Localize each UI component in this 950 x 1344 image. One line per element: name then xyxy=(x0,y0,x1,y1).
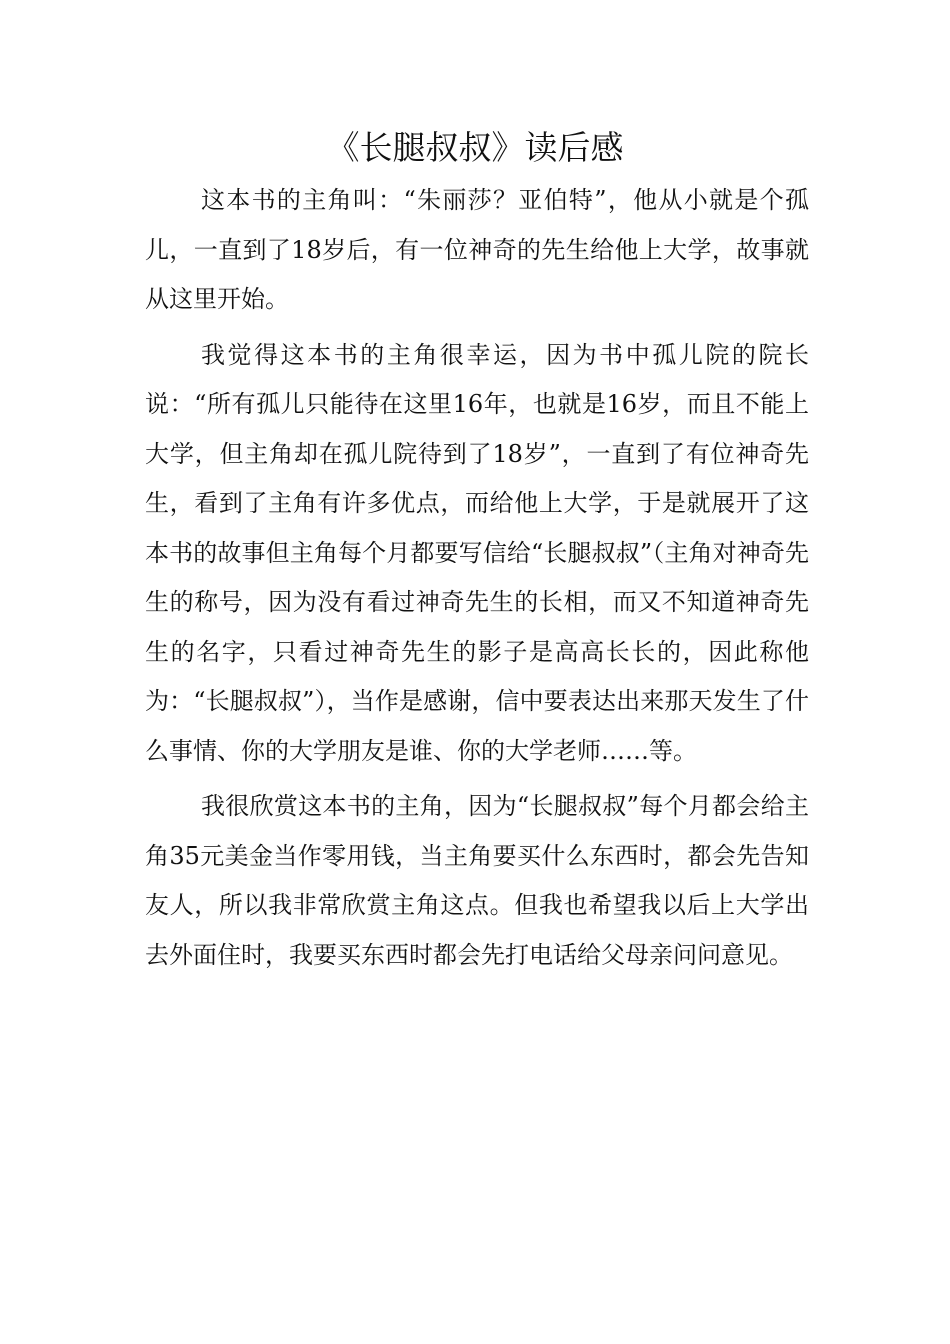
paragraph-2: 我觉得这本书的主角很幸运，因为书中孤儿院的院长说：“所有孤儿只能待在这里16年，也就是16岁，而且不能上大学，但主角却在孤儿院待到了18岁”，一直到了有位神奇先生，看到了主角有许多优点，而给他上大学，于是就展开了这本书的故事但主角每个月都要写信给“长腿叔叔”（主角对神奇先生的称号，因为没有看过神奇先生的长相，而又不知道神奇先生的名字，只看过神奇先生的影子是高高长长的，因此称他为：“长腿叔叔”），当作是感谢，信中要表达出来那天发生了什么事情、你的大学朋友是谁、你的大学老师……等。 xyxy=(145,340,809,765)
paragraph-3: 我很欣赏这本书的主角，因为“长腿叔叔”每个月都会给主角35元美金当作零用钱，当主角要买什么东西时，都会先告知友人，所以我非常欣赏主角这点。但我也希望我以后上大学出去外面住时，我要买东西时都会先打电话给父母亲问问意见。 xyxy=(145,792,809,969)
document-title: 《长腿叔叔》读后感 xyxy=(326,128,624,167)
paragraph-1: 这本书的主角叫：“朱丽莎？亚伯特”，他从小就是个孤儿，一直到了18岁后，有一位神奇的先生给他上大学，故事就从这里开始。 xyxy=(145,186,809,313)
document-body xyxy=(145,176,809,986)
